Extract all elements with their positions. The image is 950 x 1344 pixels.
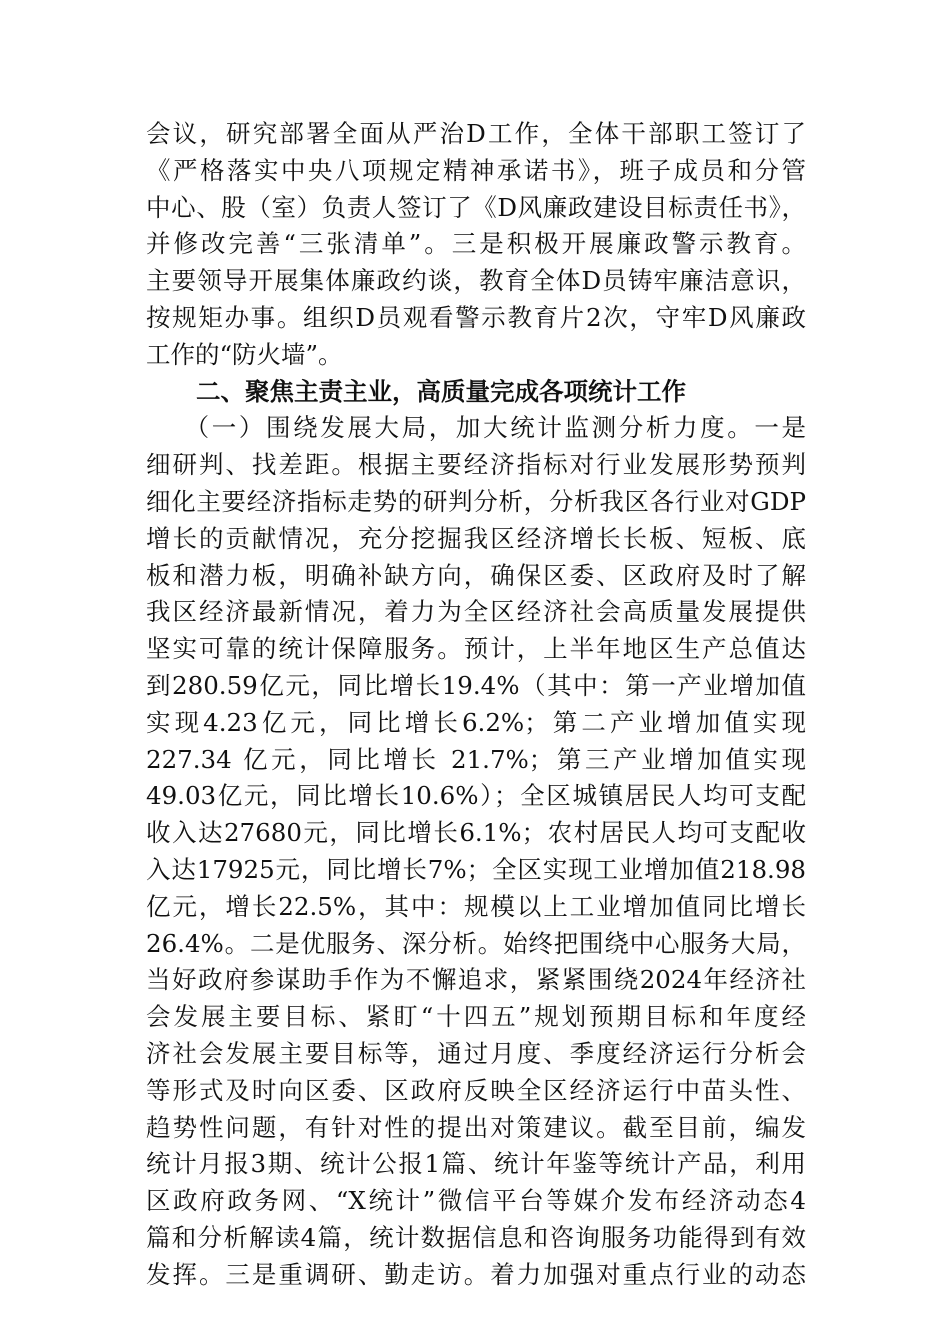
text-line: 收入达27680元，同比增长6.1%；农村居民人均可支配收 <box>146 818 806 848</box>
text-line: 中心、股（室）负责人签订了《D风廉政建设目标责任书》， <box>146 192 806 222</box>
text-line: 细化主要经济指标走势的研判分析，分析我区各行业对GDP <box>146 486 806 516</box>
text-line: 济社会发展主要目标等，通过月度、季度经济运行分析会 <box>146 1038 806 1068</box>
text-line: 等形式及时向区委、区政府反映全区经济运行中苗头性、 <box>146 1075 806 1105</box>
text-line: 入达17925元，同比增长7%；全区实现工业增加值218.98 <box>146 854 806 884</box>
text-line: 到280.59亿元，同比增长19.4%（其中：第一产业增加值 <box>146 670 806 700</box>
text-line: 坚实可靠的统计保障服务。预计，上半年地区生产总值达 <box>146 634 806 664</box>
text-line: 我区经济最新情况，着力为全区经济社会高质量发展提供 <box>146 597 806 627</box>
text-line: 统计月报3期、统计公报1篇、统计年鉴等统计产品，利用 <box>146 1149 806 1179</box>
document-body <box>146 116 806 1294</box>
text-line: 趋势性问题，有针对性的提出对策建议。截至目前，编发 <box>146 1112 806 1142</box>
text-line: 细研判、找差距。根据主要经济指标对行业发展形势预判 <box>146 450 806 480</box>
text-line: 板和潜力板，明确补缺方向，确保区委、区政府及时了解 <box>146 560 806 590</box>
text-line: 《严格落实中央八项规定精神承诺书》，班子成员和分管 <box>146 155 806 185</box>
text-line: 会发展主要目标、紧盯“十四五”规划预期目标和年度经 <box>146 1002 806 1032</box>
text-line: 亿元，增长22.5%，其中：规模以上工业增加值同比增长 <box>146 891 806 921</box>
text-line: 227.34 亿元，同比增长 21.7%；第三产业增加值实现 <box>146 744 806 774</box>
text-line: 按规矩办事。组织D员观看警示教育片2次，守牢D风廉政 <box>146 302 806 332</box>
text-line: 区政府政务网、“X统计”微信平台等媒介发布经济动态4 <box>146 1186 806 1216</box>
text-line: 增长的贡献情况，充分挖掘我区经济增长长板、短板、底 <box>146 523 806 553</box>
section-heading: 二、聚焦主责主业，高质量完成各项统计工作 <box>196 376 686 406</box>
text-line: 26.4%。二是优服务、深分析。始终把围绕中心服务大局， <box>146 928 806 958</box>
paragraph-last-line: 工作的“防火墙”。 <box>146 339 343 369</box>
text-line: 会议，研究部署全面从严治D工作，全体干部职工签订了 <box>146 119 806 148</box>
subsection-text: （一）围绕发展大局，加大统计监测分析力度。一是 <box>182 413 806 443</box>
text-line: 并修改完善“三张清单”。三是积极开展廉政警示教育。 <box>146 229 806 259</box>
text-line: 当好政府参谋助手作为不懈追求，紧紧围绕2024年经济社 <box>146 965 806 995</box>
subsection-first-line <box>146 410 806 447</box>
text-line: 实现4.23亿元，同比增长6.2%；第二产业增加值实现 <box>146 707 806 737</box>
text-line: 篇和分析解读4篇，统计数据信息和咨询服务功能得到有效 <box>146 1222 806 1252</box>
text-line: 主要领导开展集体廉政约谈，教育全体D员铸牢廉洁意识， <box>146 266 806 296</box>
text-line: 49.03亿元，同比增长10.6%）；全区城镇居民人均可支配 <box>146 781 806 811</box>
text-line: 发挥。三是重调研、勤走访。着力加强对重点行业的动态 <box>146 1259 806 1289</box>
